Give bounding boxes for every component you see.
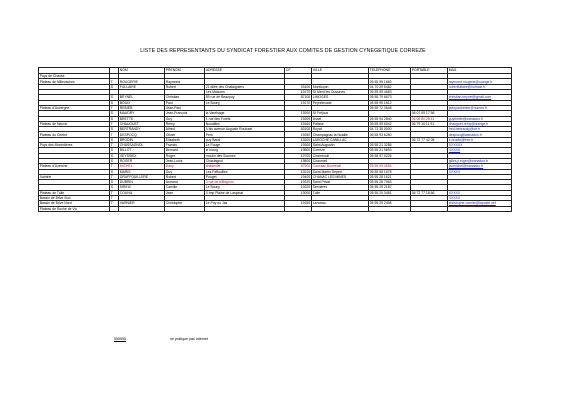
cell-tel: 05 55 97 0226 [369, 153, 411, 158]
cell-cp: 63100 [285, 127, 312, 132]
cell-t [110, 206, 119, 211]
cell-ville: Tulle [312, 190, 369, 195]
cell-cp: 19210 [285, 169, 312, 174]
cell-mail [448, 206, 512, 211]
cell-cp: 03100 [285, 84, 312, 89]
cell-pays: Plateau d'Auvergne [39, 105, 110, 110]
cell-prenom: Jean-Louis [165, 158, 205, 163]
cell-mail[interactable]: jacmichel@wanadoo.fr [448, 164, 512, 169]
cell-t: S [110, 185, 119, 190]
cell-cp: 19300 [285, 143, 312, 148]
cell-prenom: Rémy [165, 121, 205, 126]
cell-mail[interactable]: fred.bertrandy@sfr.fr [448, 127, 512, 132]
cell-ville: Chaumeil [312, 158, 369, 163]
cell-mail[interactable]: gilles.ji.roger@wanadoo.fr [448, 158, 512, 163]
cell-t: T [110, 164, 119, 169]
header-cell: PORTABLE [411, 68, 448, 74]
cell-nom: GRAFFOUILLERE [119, 174, 165, 179]
cell-ville: Saint Martin Sepert [312, 169, 369, 174]
cell-prenom: Camille [165, 185, 205, 190]
cell-mail: XXXXX [448, 169, 512, 174]
cell-adresse: Les Faffouilles [205, 169, 285, 174]
cell-cp: 19170 [285, 90, 312, 95]
cell-ville: Lanceau [312, 201, 369, 206]
cell-mail[interactable]: raymond.rougerie@orange.fr [448, 79, 512, 84]
cell-pays: Bassin de Brive Sud [39, 196, 110, 201]
cell-adresse [205, 206, 285, 211]
no-internet-note: ne pratique pas Internet [170, 337, 208, 341]
cell-mail[interactable]: robertfullaire@hotmail.fr [448, 84, 512, 89]
cell-t: S [110, 153, 119, 158]
cell-ville: Coussac Bonneval [312, 164, 369, 169]
cell-prenom: Jean-Paul [165, 105, 205, 110]
cell-cp: 19400 [285, 174, 312, 179]
cell-prenom: Francis [165, 143, 205, 148]
cell-adresse: Le Bourg [205, 185, 285, 190]
cell-cp: 19170 [285, 100, 312, 105]
cell-t: S [110, 100, 119, 105]
no-internet-marker: 555555 [114, 337, 126, 341]
cell-nom: CHAUGUET [119, 121, 165, 126]
cell-t: S [110, 116, 119, 121]
cell-cp: 19220 [285, 180, 312, 185]
cell-prenom: Elisabeth [165, 137, 205, 142]
page-title: LISTE DES REPRESENTANTS DU SYNDICAT FORESTIER AUX COMITES DE GESTION CYNEGETIQUE CORREZE [140, 48, 426, 54]
cell-pays: Plateau de Tulle [39, 190, 110, 195]
cell-t: S [110, 137, 119, 142]
cell-cp: 19700 [285, 153, 312, 158]
cell-ville: Peyrelevade [312, 100, 369, 105]
cell-pays: Plateau de Millevaches [39, 79, 110, 84]
cell-adresse: 3 rue de billiagrum [205, 180, 285, 185]
cell-adresse: 4 bis avenue Auguste Rouisset [205, 127, 285, 132]
cell-ville: Corrèze [312, 148, 369, 153]
cell-t: T [110, 174, 119, 179]
cell-cp: 19250 [285, 132, 312, 137]
cell-adresse: puy Baral [205, 137, 285, 142]
cell-t: S [110, 95, 119, 100]
cell-ville [312, 206, 369, 211]
cell-nom: COUNIL [119, 190, 165, 195]
cell-ville: St Fréjoux [312, 111, 369, 116]
cell-t: T [110, 121, 119, 126]
cell-adresse: Le Puy ou Jas [205, 201, 285, 206]
cell-tel: 04 73 35 0000 [369, 127, 411, 132]
cell-tel: 04 70 29 5462 [369, 84, 411, 89]
cell-tel: 05 55 95 4683 [369, 90, 411, 95]
cell-adresse: 1 rue des Forêts [205, 116, 285, 121]
cell-nom: VARNIER [119, 201, 165, 206]
header-cell: TELEPHONE [369, 68, 411, 74]
cell-prenom: Raymond [165, 79, 205, 84]
cell-prenom: Jean-François [165, 111, 205, 116]
cell-adresse: Chastagnol [205, 158, 285, 163]
cell-nom: ROGER [119, 158, 165, 163]
cell-pays: Bassin de Brive Nord [39, 201, 110, 206]
cell-nom: BRODIN [119, 137, 165, 142]
cell-cp: 19200 [285, 137, 312, 142]
cell-tel: 05 55 95 1612 [369, 100, 411, 105]
cell-mail[interactable]: despocq@wanadoo.fr [448, 132, 512, 137]
cell-adresse: Nouailles [205, 121, 285, 126]
representatives-table [38, 67, 512, 212]
cell-cp: 19800 [285, 158, 312, 163]
cell-nom: ROUGERIE [119, 79, 165, 84]
cell-mail[interactable]: christian.beynel@gmail.com [448, 95, 512, 100]
cell-t: S [110, 180, 119, 185]
cell-nom: BRETTE [119, 116, 165, 121]
cell-cp: 19200 [285, 111, 312, 116]
cell-cp: 19160 [285, 121, 312, 126]
cell-ville: Chambouli [312, 153, 369, 158]
cell-nom: BILLOT [119, 148, 165, 153]
cell-mail: XXXXXX [448, 143, 512, 148]
cell-tel: 05 55 79 6673 [369, 95, 411, 100]
header-cell: MAIL [448, 68, 512, 74]
cell-cp: 87100 [285, 95, 312, 100]
cell-adresse: chadenier [205, 164, 285, 169]
cell-prenom: Roger [165, 153, 205, 158]
table-row [39, 206, 512, 211]
cell-tel: 05 55 98 1678 [369, 169, 411, 174]
cell-portable: 06 72 77 18 66 [411, 190, 448, 195]
cell-adresse: Pouget [205, 174, 285, 179]
cell-mail[interactable]: jeanpaulrebier@numeo.fr [448, 105, 512, 110]
cell-prenom: Jean [165, 190, 205, 195]
cell-nom: CHASSAGNOL [119, 143, 165, 148]
cell-mail: XXXXX [448, 196, 512, 201]
cell-t: S [110, 169, 119, 174]
cell-nom: BERTRANDY [119, 127, 165, 132]
cell-ville: Champagnac la Noaille [312, 132, 369, 137]
cell-ville: LIMOGES [312, 95, 369, 100]
cell-t: T [110, 143, 119, 148]
cell-cp: 19800 [285, 148, 312, 153]
cell-prenom: Christian [165, 95, 205, 100]
cell-nom [119, 206, 165, 211]
cell-nom: SIREIX [119, 185, 165, 190]
cell-tel: 05 55 25 2498 [369, 201, 411, 206]
cell-nom: MAUDRY [119, 111, 165, 116]
cell-tel: 05 55 94 2840 [369, 116, 411, 121]
cell-portable: 06 72 77 42 05 [411, 137, 448, 142]
cell-ville: Royat [312, 127, 369, 132]
cell-adresse: Le Bourg [205, 100, 285, 105]
cell-adresse: 3 Imp Plaine de Laspinat [205, 190, 285, 195]
cell-pays: Puys des Monédières [39, 143, 110, 148]
cell-t: S [110, 148, 119, 153]
cell-nom: BOUIX [119, 100, 165, 105]
cell-portable: 06 07 05 17 56 [411, 111, 448, 116]
cell-pays: Plateau d'Uzerche [39, 164, 110, 169]
cell-ville: St Merd les Oussines [312, 90, 369, 95]
cell-t: T [110, 79, 119, 84]
cell-prenom: Armand [165, 180, 205, 185]
cell-tel: 05 55 28 1621 [369, 174, 411, 179]
cell-adresse: Pers [205, 132, 285, 137]
cell-tel: 05 55 72 3648 [369, 105, 411, 110]
cell-adresse: Le Fouge [205, 143, 285, 148]
cell-ville: Ussel [312, 116, 369, 121]
cell-portable: 06 79 10 11 91 [411, 121, 448, 126]
cell-prenom: Olivier [165, 132, 205, 137]
cell-ville: Saint Augustin [312, 143, 369, 148]
cell-prenom: Bernard [165, 148, 205, 153]
cell-pays: Plateau de Neuvic [39, 121, 110, 126]
cell-prenom: Robert [165, 174, 205, 179]
cell-cp: 19200 [285, 116, 312, 121]
cell-prenom: Guy [165, 116, 205, 121]
cell-ville: Montluçon [312, 84, 369, 89]
cell-pays: Plateau de Roche de Vic [39, 206, 110, 211]
header-cell: CP [285, 68, 312, 74]
cell-prenom: Christophe [165, 201, 205, 206]
cell-adresse: Les Maisons [205, 90, 285, 95]
cell-t: S [110, 158, 119, 163]
cell-t: T [110, 190, 119, 195]
header-cell: VILLE [312, 68, 369, 74]
cell-nom: DUBRIN [119, 180, 165, 185]
header-cell: PRENOM [165, 68, 205, 74]
cell-t: T [110, 132, 119, 137]
cell-mail[interactable]: e.brodin@free.fr [448, 137, 512, 142]
cell-tel: 05 55 09 4554 [369, 164, 411, 169]
cell-cp [285, 206, 312, 211]
cell-adresse: 59 rue de Beaupuy [205, 95, 285, 100]
header-cell: ADRESSE [205, 68, 285, 74]
cell-ville: LAROCHE CANILLAC [312, 137, 369, 142]
cell-nom: VEYSSIEX [119, 153, 165, 158]
cell-ville: Palisse [312, 121, 369, 126]
cell-ville: Saint Privat [312, 180, 369, 185]
cell-prenom: Alfred [165, 127, 205, 132]
cell-cp: 19000 [285, 190, 312, 195]
cell-pays: Plateau du Centre [39, 132, 110, 137]
cell-mail[interactable]: guybrette@wanadoo.fr [448, 116, 512, 121]
cell-cp: 19220 [285, 185, 312, 190]
cell-portable [411, 206, 448, 211]
cell-tel: 05 55 29 2187 [369, 185, 411, 190]
cell-prenom [165, 206, 205, 211]
cell-cp: 87500 [285, 164, 312, 169]
cell-mail: XXXXX [448, 190, 512, 195]
cell-tel: 05 55 93 6280 [369, 132, 411, 137]
cell-nom: DESPOCQ [119, 132, 165, 137]
cell-prenom: Dany [165, 164, 205, 169]
cell-prenom: Robert [165, 84, 205, 89]
cell-nom: REBIER [119, 105, 165, 110]
cell-cp: 19150 [285, 201, 312, 206]
cell-prenom: Guy [165, 169, 205, 174]
cell-mail[interactable]: chauguet.remy@orange.fr [448, 121, 512, 126]
header-cell: NOM [119, 68, 165, 74]
cell-adresse: moulin des Soumes [205, 153, 285, 158]
cell-adresse: le bourg [205, 148, 285, 153]
cell-nom: MARIS [119, 169, 165, 174]
cell-t: T [110, 196, 119, 201]
cell-tel: 05 55 95 1683 [369, 79, 411, 84]
cell-t: T [110, 105, 119, 110]
cell-tel: 05 55 28 7063 [369, 180, 411, 185]
cell-pays: Pays de Chasse [39, 74, 110, 79]
cell-mail[interactable]: christophe.varnier@laposte.net [448, 201, 512, 206]
cell-prenom: Paul [165, 100, 205, 105]
cell-nom: MICHEL [119, 164, 165, 169]
cell-t: T [110, 201, 119, 206]
cell-tel: 05 55 20 3481 [369, 190, 411, 195]
cell-t: S [110, 127, 119, 132]
cell-nom: BEYNEL [119, 95, 165, 100]
cell-tel [369, 206, 411, 211]
cell-tel: 05 55 95 6042 [369, 121, 411, 126]
cell-portable: 06 08 80 28 41 [411, 116, 448, 121]
cell-adresse: la Vareisage [205, 111, 285, 116]
cell-ville: CHANAC LES MINES [312, 174, 369, 179]
cell-pays: Xaintrie [39, 174, 110, 179]
cell-t: S [110, 84, 119, 89]
cell-t: S [110, 111, 119, 116]
cell-mail: XXXXX [448, 148, 512, 153]
cell-ville: Servières [312, 185, 369, 190]
cell-nom: FULLAIRE [119, 84, 165, 89]
cell-adresse: 21 allée des Châtaigniers [205, 84, 285, 89]
cell-tel: 05 55 21 3285 [369, 143, 411, 148]
cell-tel: 05 55 21 9893 [369, 148, 411, 153]
